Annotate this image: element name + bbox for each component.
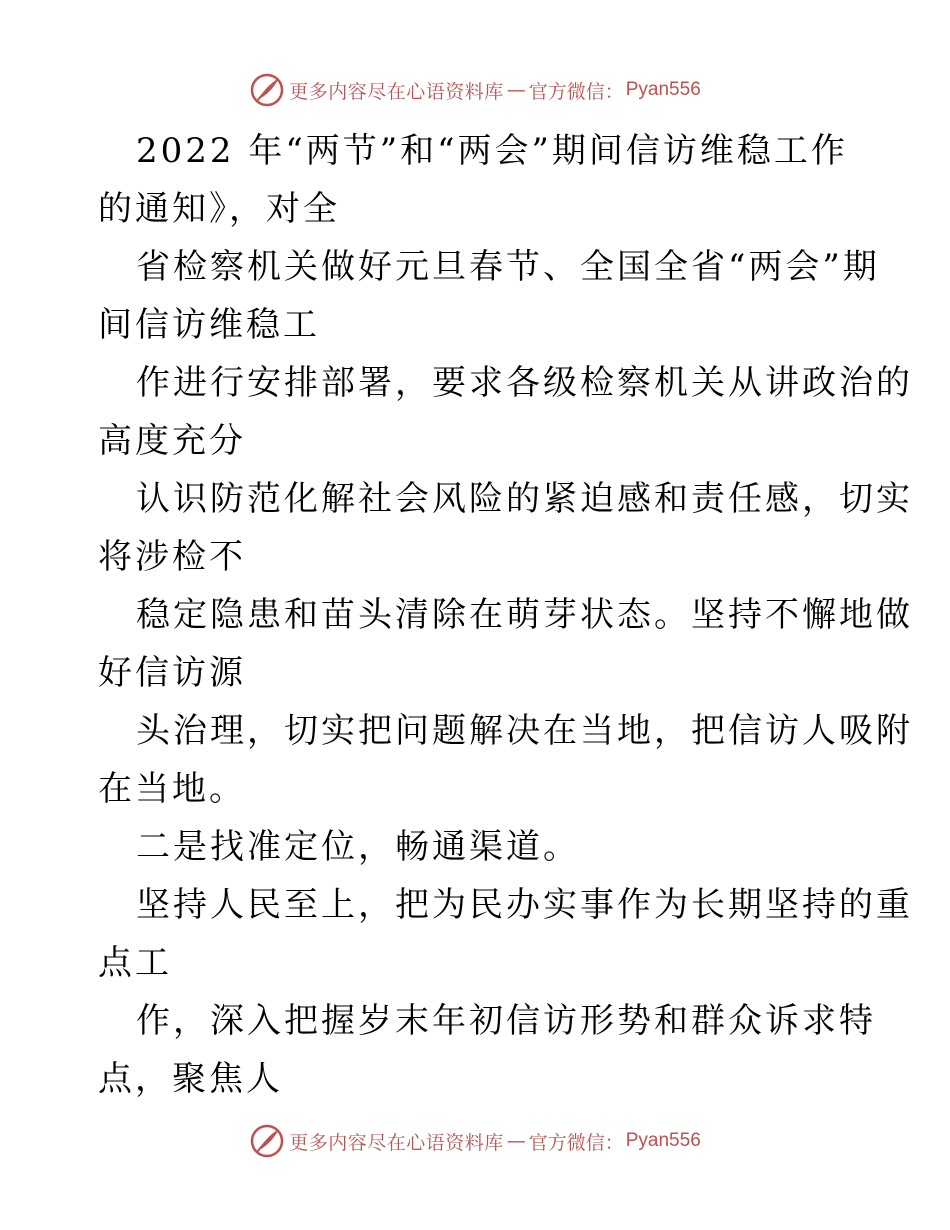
document-body: [98, 122, 913, 1108]
footer-wechat-handle: Pyan556: [625, 1130, 701, 1151]
body-line: 好信访源: [98, 653, 246, 693]
body-line: 间信访维稳工: [98, 305, 320, 345]
header-wechat-label: 官方微信：: [528, 80, 624, 103]
body-line: 的通知》，对全: [98, 189, 340, 229]
body-line: 坚持人民至上，把为民办实事作为长期坚持的重: [136, 885, 913, 925]
header-banner: [0, 70, 950, 110]
header-wechat-handle: Pyan556: [625, 79, 701, 100]
body-line: 作进行安排部署，要求各级检察机关从讲政治的: [136, 363, 913, 403]
quill-pen-logo-icon: [249, 72, 285, 108]
body-line: 头治理，切实把问题解决在当地，把信访人吸附: [136, 711, 913, 751]
footer-banner: [0, 1121, 950, 1161]
body-line: 高度充分: [98, 421, 246, 461]
header-separator: —: [506, 79, 526, 101]
body-line: 认识防范化解社会风险的紧迫感和责任感，切实: [136, 479, 913, 519]
footer-wechat-label: 官方微信：: [528, 1131, 624, 1154]
body-line: 2022 年“两节”和“两会”期间信访维稳工作: [136, 131, 848, 171]
body-line: 省检察机关做好元旦春节、全国全省“两会”期: [136, 247, 880, 287]
footer-separator: —: [506, 1130, 526, 1152]
header-label: 更多内容尽在心语资料库: [289, 80, 504, 103]
footer-label: 更多内容尽在心语资料库: [289, 1131, 504, 1154]
body-line: 点工: [98, 943, 172, 983]
body-line: 将涉检不: [98, 537, 246, 577]
body-line: 在当地。: [98, 769, 246, 809]
body-line: 二是找准定位，畅通渠道。: [136, 827, 580, 867]
quill-pen-logo-icon: [249, 1123, 285, 1159]
body-line: 点，聚焦人: [98, 1059, 283, 1099]
body-line: 稳定隐患和苗头清除在萌芽状态。坚持不懈地做: [136, 595, 913, 635]
body-line: 作，深入把握岁末年初信访形势和群众诉求特: [136, 1001, 876, 1041]
